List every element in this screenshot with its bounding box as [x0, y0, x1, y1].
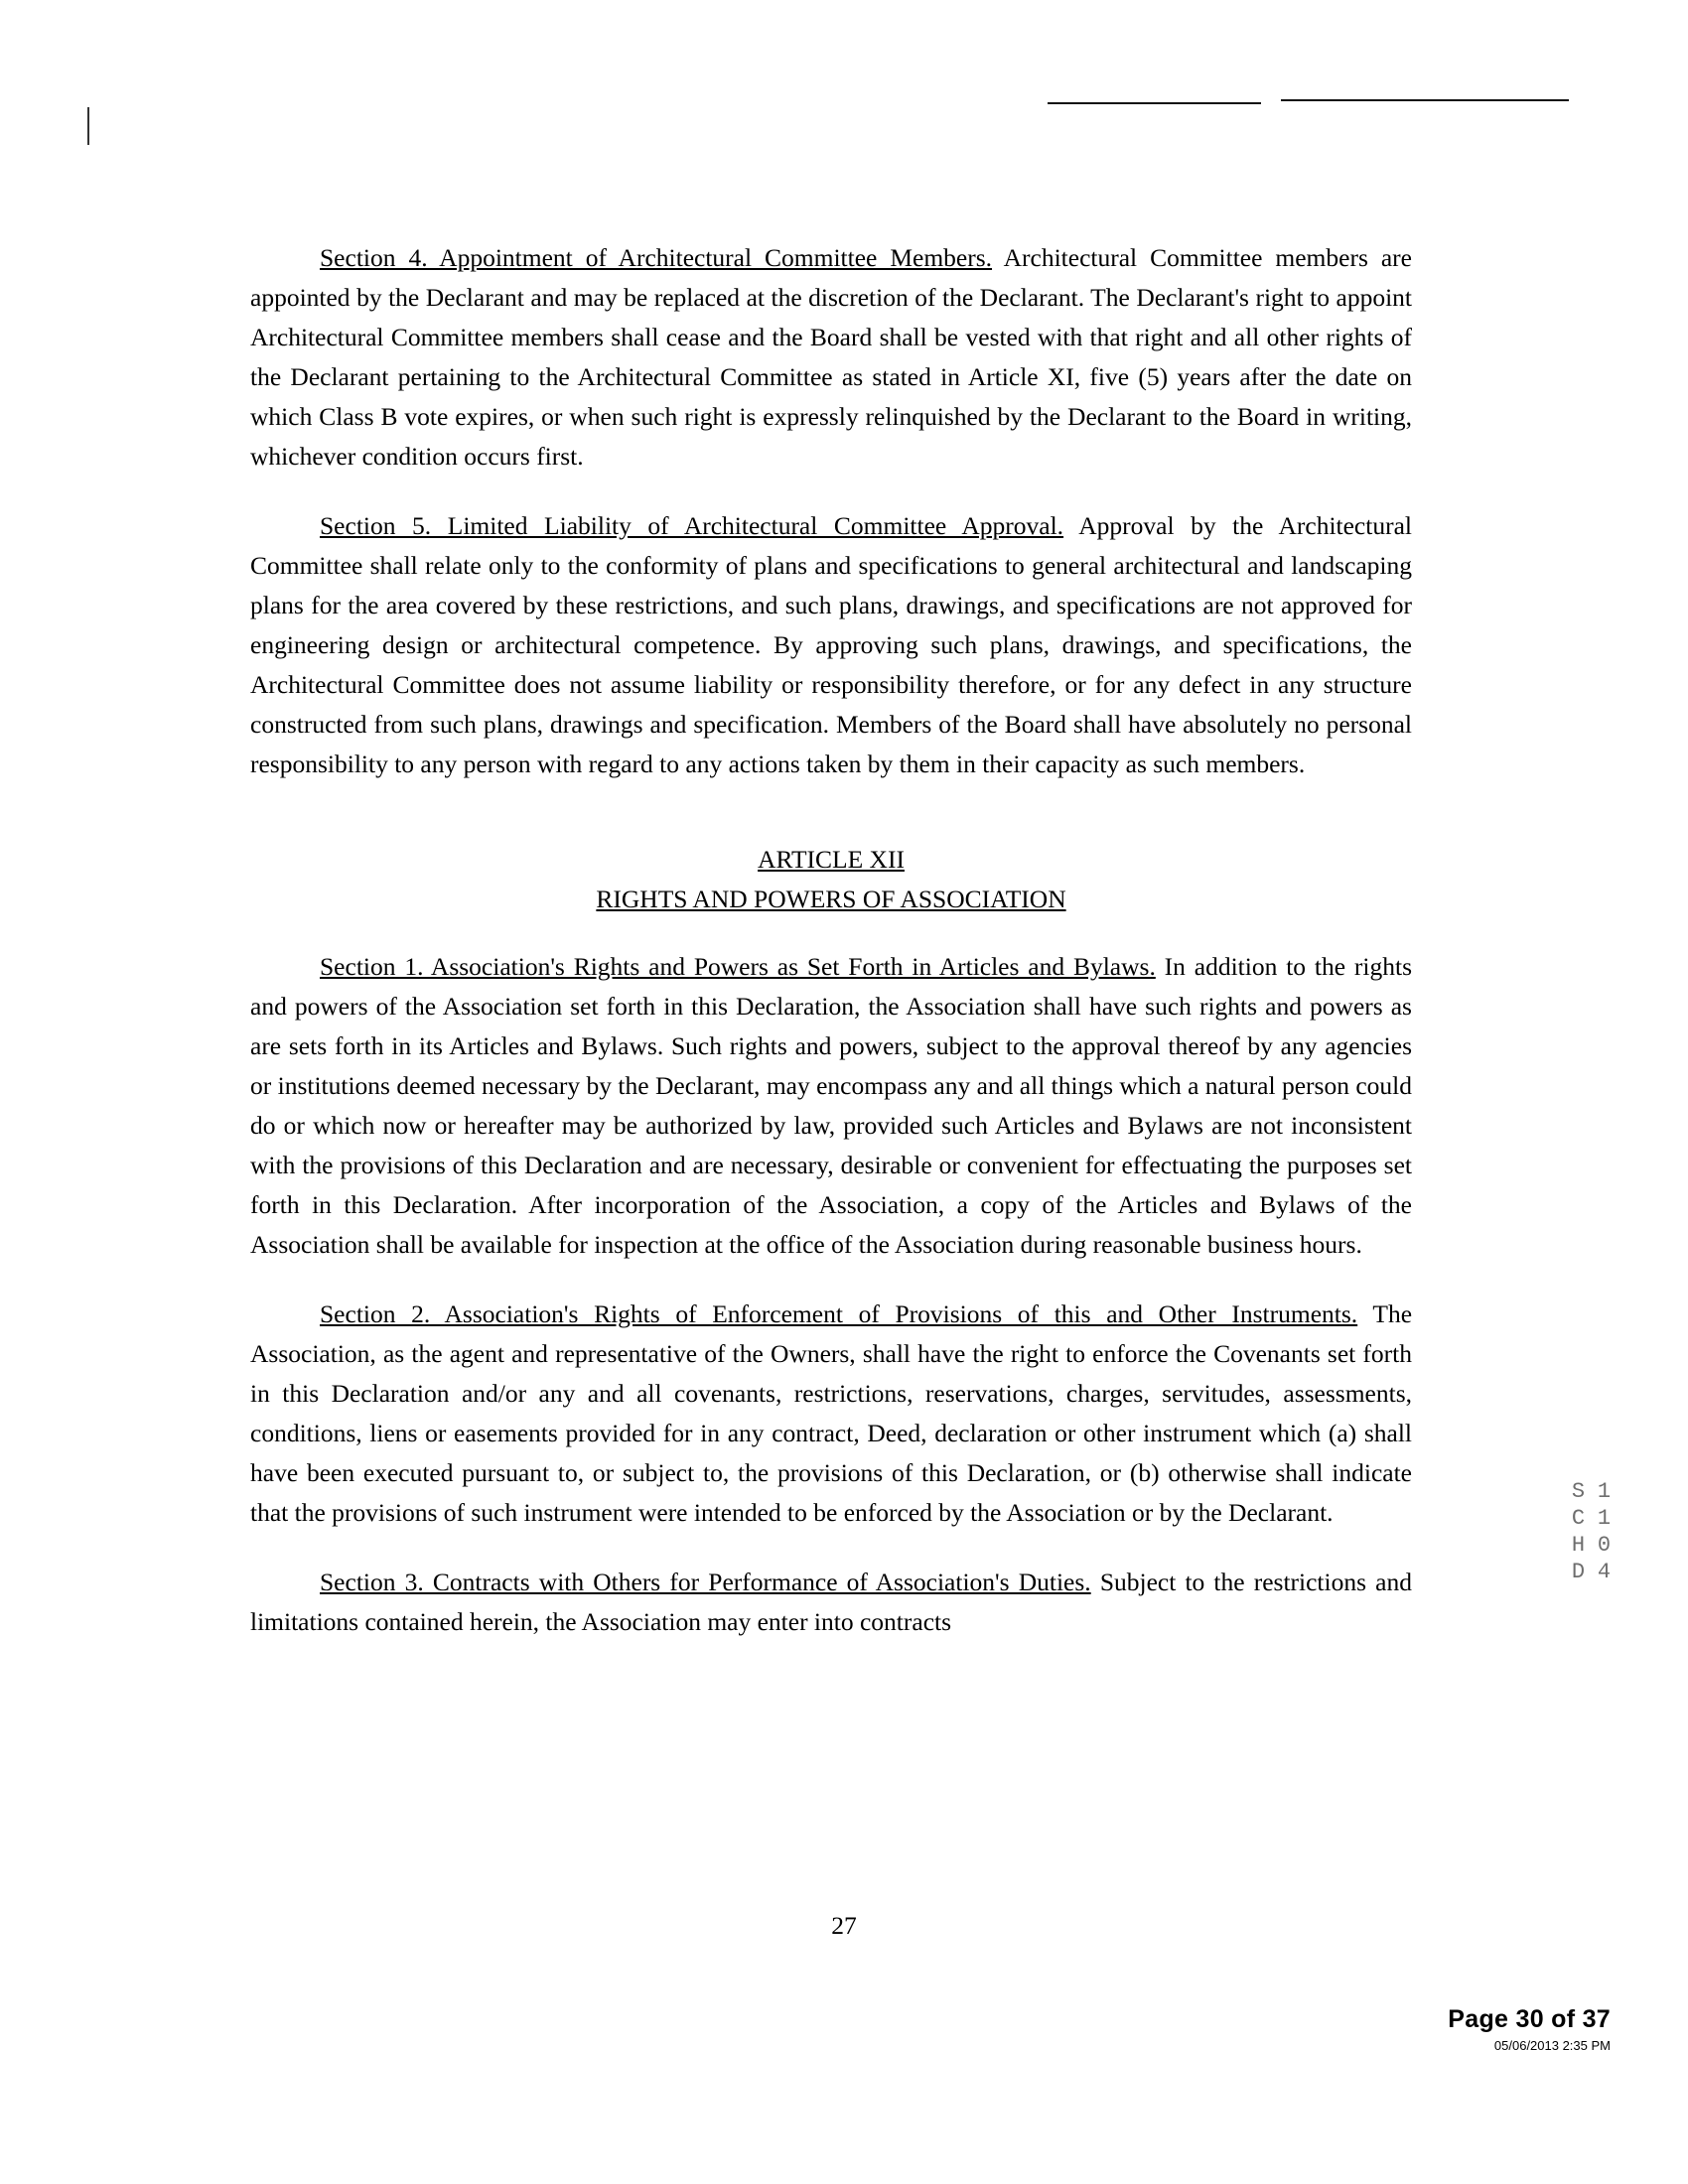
- side-stamp-group-2: SCHD: [1566, 1479, 1591, 1586]
- article12-section-1-body: In addition to the rights and powers of the Association set forth in this Declaration, the Association shall have such rights and powers as are sets forth in its Articles and Bylaws. Such rights and powers, subject to the approval thereof by any agencies or institutions deemed necessary by the Declarant, may encompass any and all things which a natural person could do or which now or hereafter may be authorized by law, provided such Articles and Bylaws are not inconsistent with the provisions of this Declaration and are necessary, desirable or convenient for effectuating the purposes set forth in this Declaration. After incorporation of the Association, a copy of the Articles and Bylaws of the Association shall be available for inspection at the office of the Association during reasonable business hours.: [250, 952, 1412, 1259]
- footer-timestamp: 05/06/2013 2:35 PM: [1493, 2038, 1611, 2053]
- document-body: [250, 238, 1412, 1672]
- article12-section-1-heading: Section 1. Association's Rights and Powers as Set Forth in Articles and Bylaws.: [320, 952, 1156, 981]
- section-4-body: Architectural Committee members are appointed by the Declarant and may be replaced at the discretion of the Declarant. The Declarant's right to appoint Architectural Committee members shall cease and the Board shall be vested with that right and all other rights of the Declarant pertaining to the Architectural Committee as stated in Article XI, five (5) years after the date on which Class B vote expires, or when such right is expressly relinquished by the Declarant to the Board in writing, whichever condition occurs first.: [250, 243, 1412, 471]
- article-number: ARTICLE XII: [758, 845, 905, 874]
- paragraph-article12-section-3: [250, 1563, 1412, 1642]
- scan-edge-mark: [87, 107, 89, 145]
- paragraph-article12-section-2: [250, 1295, 1412, 1533]
- section-4-heading: Section 4. Appointment of Architectural Committee Members.: [320, 243, 993, 272]
- page-of-label: Page 30 of 37: [1448, 2005, 1611, 2033]
- article12-section-2-body: The Association, as the agent and representative of the Owners, shall have the right to enforce the Covenants set forth in this Declaration and/or any and all covenants, restrictions, reservations, charges, servitudes, assessments, conditions, liens or easements provided for in any contract, Deed, declaration or other instrument which (a) shall have been executed pursuant to, or subject to, the provisions of this Declaration, or (b) otherwise shall indicate that the provisions of such instrument were intended to be enforced by the Association or by the Declarant.: [250, 1299, 1413, 1527]
- article12-section-3-heading: Section 3. Contracts with Others for Performance of Association's Duties.: [320, 1568, 1091, 1596]
- side-stamp-group-1: 1104: [1592, 1479, 1617, 1586]
- section-5-body: Approval by the Architectural Committee shall relate only to the conformity of plans and specifications to general architectural and landscaping plans for the area covered by these restrictions, and such plans, drawings, and specifications are not approved for engineering design or architectural competence. By approving such plans, drawings, and specifications, the Architectural Committee does not assume liability or responsibility therefore, or for any defect in any structure constructed from such plans, drawings and specification. Members of the Board shall have absolutely no personal responsibility to any person with regard to any actions taken by them in their capacity as such members.: [250, 511, 1412, 778]
- article-heading: [250, 840, 1412, 919]
- footer-stamp: [1448, 2005, 1611, 2053]
- article12-section-2-heading: Section 2. Association's Rights of Enforcement of Provisions of this and Other Instruments.: [320, 1299, 1358, 1328]
- top-rule-left: [1048, 102, 1261, 104]
- paragraph-article12-section-1: [250, 947, 1412, 1265]
- article-title: RIGHTS AND POWERS OF ASSOCIATION: [596, 885, 1066, 913]
- paragraph-section-4: [250, 238, 1412, 477]
- section-5-heading: Section 5. Limited Liability of Architectural Committee Approval.: [320, 511, 1064, 540]
- page-number: 27: [831, 1911, 857, 1940]
- top-rule-right: [1281, 99, 1569, 101]
- paragraph-section-5: [250, 506, 1412, 784]
- article12-section-3-body: Subject to the restrictions and limitations contained herein, the Association may enter into contracts: [250, 1568, 1412, 1636]
- recording-side-stamp: [1566, 1479, 1617, 1608]
